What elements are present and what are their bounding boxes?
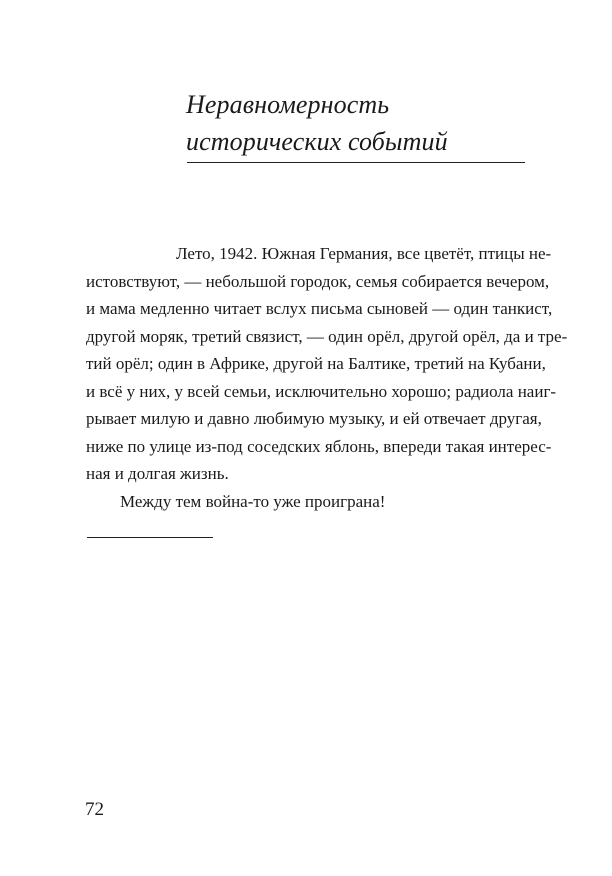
page-number: 72: [85, 799, 104, 820]
paragraph-1-line-1: Лето, 1942. Южная Германия, все цветёт, птицы не-: [176, 244, 552, 263]
paragraph-1-line-6: и всё у них, у всей семьи, исключительно хорошо; радиола наиг-: [86, 381, 557, 401]
chapter-title: [186, 86, 526, 160]
chapter-title-line-2: исторических событий: [186, 127, 448, 156]
paragraph-1-line-7: рывает милую и давно любимую музыку, и ей отвечает другая,: [86, 409, 542, 428]
paragraph-1: [86, 240, 568, 488]
title-underline: [187, 162, 525, 163]
paragraph-1-line-8: ниже по улице из-под соседских яблонь, впереди такая интерес-: [86, 436, 552, 456]
chapter-title-line-1: Неравномерность: [186, 90, 390, 119]
paragraph-1-line-3: и мама медленно читает вслух письма сыновей — один танкист,: [86, 299, 553, 318]
paragraph-2: [86, 488, 526, 516]
body-text: [86, 240, 568, 515]
paragraph-1-line-2: истовствуют, — небольшой городок, семья собирается вечером,: [86, 271, 550, 291]
paragraph-1-line-9: ная и долгая жизнь.: [86, 464, 229, 483]
footnote-separator: [87, 537, 213, 538]
paragraph-1-line-5: тий орёл; один в Африке, другой на Балтике, третий на Кубани,: [86, 354, 546, 373]
paragraph-2-line-1: Между тем война-то уже проиграна!: [120, 491, 386, 511]
paragraph-1-line-4: другой моряк, третий связист, — один орёл, другой орёл, да и тре-: [86, 326, 568, 346]
